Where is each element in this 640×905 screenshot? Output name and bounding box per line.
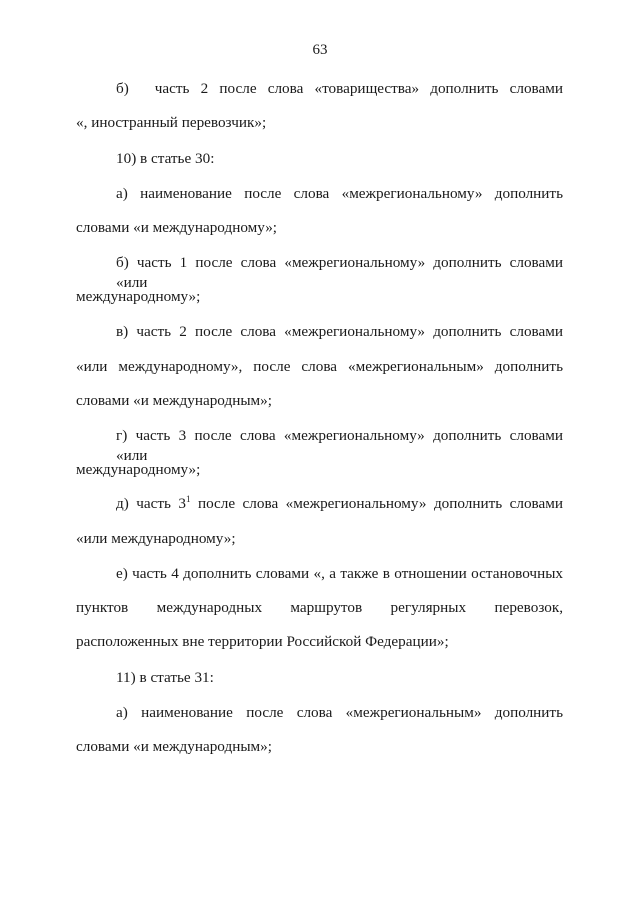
paragraph-10g: г) часть 3 после слова «межрегиональному» дополнить словами «или xyxy=(116,427,563,464)
paragraph-10b: б) часть 1 после слова «межрегиональному» дополнить словами «или xyxy=(116,254,563,291)
paragraph-b-continuation: «, иностранный перевозчик»; xyxy=(76,114,267,131)
superscript: 1 xyxy=(185,494,191,504)
page-number: 63 xyxy=(312,42,328,58)
paragraph-10v-continuation-1: «или международному», после слова «межрегиональным» дополнить xyxy=(76,358,563,375)
paragraph-10b-continuation: международному»; xyxy=(76,288,201,305)
paragraph-b xyxy=(116,79,563,99)
item-text: часть 2 после слова «товарищества» дополнить словами xyxy=(154,80,563,97)
paragraph-10e: е) часть 4 дополнить словами «, а также в отношении остановочных xyxy=(116,565,563,582)
paragraph-10a: а) наименование после слова «межрегиональному» дополнить xyxy=(116,185,563,202)
paragraph-10a-continuation: словами «и международному»; xyxy=(76,219,278,236)
paragraph-10d-continuation: «или международному»; xyxy=(76,530,236,547)
paragraph-11a-continuation: словами «и международным»; xyxy=(76,738,272,755)
item-label: б) xyxy=(116,80,129,97)
section-10-heading: 10) в статье 30: xyxy=(116,150,215,167)
paragraph-10g-continuation: международному»; xyxy=(76,461,201,478)
item-text-end: после слова «межрегиональному» дополнить словами xyxy=(190,495,564,512)
paragraph-10e-continuation-1: пунктов международных маршрутов регулярных перевозок, xyxy=(76,599,563,616)
paragraph-10d xyxy=(116,494,563,514)
paragraph-11a: а) наименование после слова «межрегиональным» дополнить xyxy=(116,704,563,721)
item-text-start: д) часть 3 xyxy=(116,495,186,512)
paragraph-10v: в) часть 2 после слова «межрегиональному» дополнить словами xyxy=(116,323,563,340)
paragraph-10e-continuation-2: расположенных вне территории Российской Федерации»; xyxy=(76,633,449,650)
paragraph-10v-continuation-2: словами «и международным»; xyxy=(76,392,272,409)
section-11-heading: 11) в статье 31: xyxy=(116,669,214,686)
